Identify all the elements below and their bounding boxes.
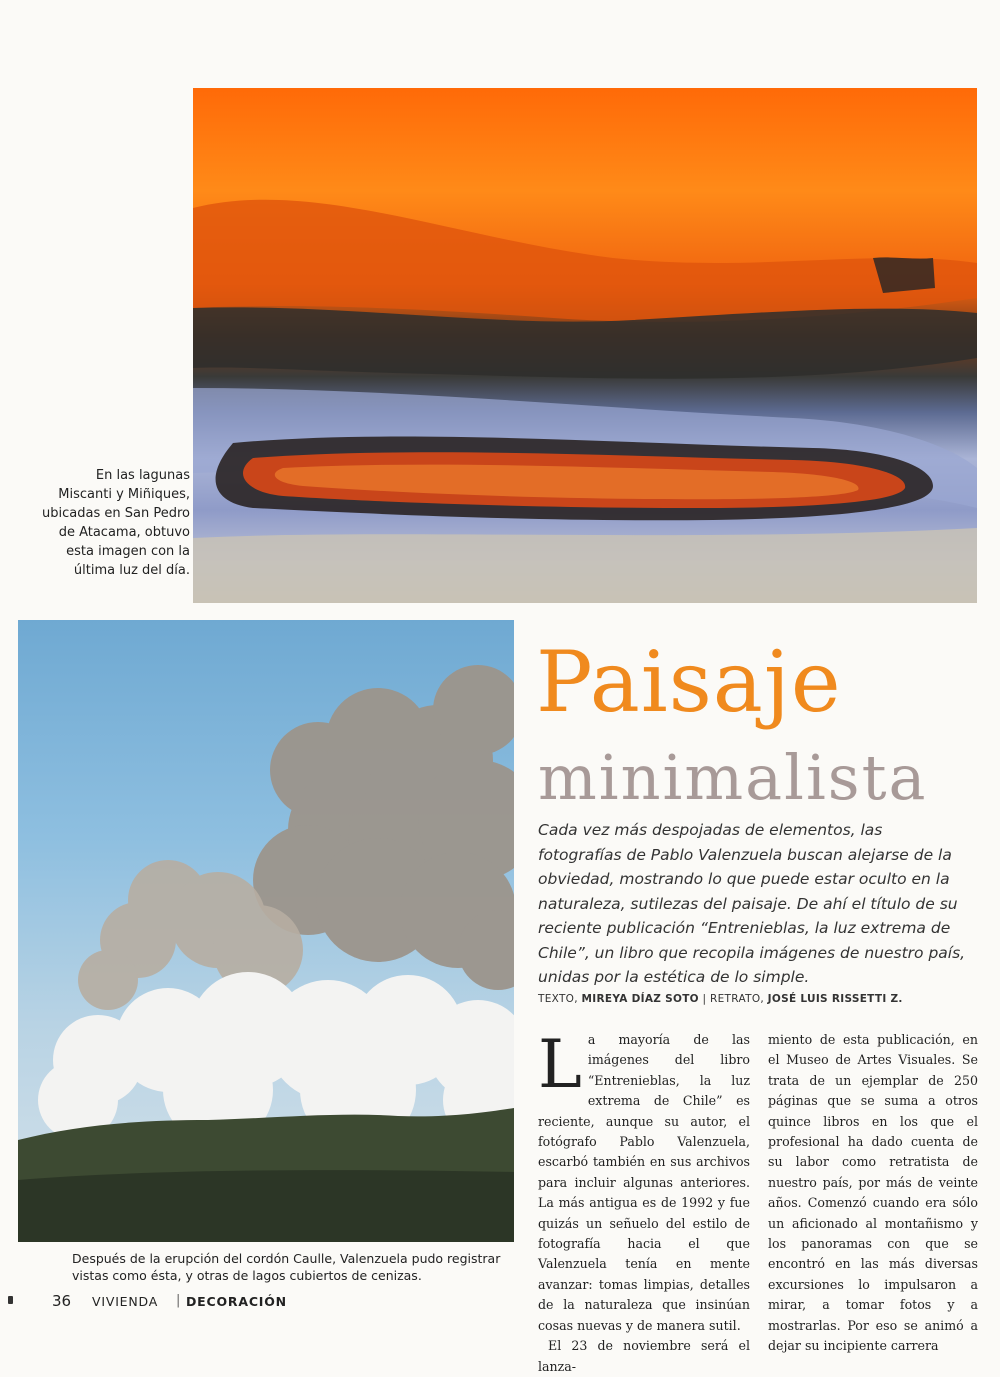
body-column-left xyxy=(538,1026,750,1377)
caption-top: En las lagunas Miscanti y Miñiques, ubicadas en San Pedro de Atacama, obtuvo esta imagen con la última luz del día. xyxy=(42,468,190,578)
caption-bottom: Después de la erupción del cordón Caulle, Valenzuela pudo registrar vistas como ésta, y otras de lagos cubiertos de cenizas. xyxy=(72,1251,501,1283)
footer-mark xyxy=(8,1296,13,1304)
article-credits xyxy=(538,992,978,1006)
body-paragraph: miento de esta publicación, en el Museo de Artes Visuales. Se trata de un ejemplar de 250 páginas que se suma a otros quince libros en los que el profesional ha dado cuenta de su labor como retratista de nuestro país, por más de veinte años. Comenzó cuando era sólo un aficionado al montañismo y los panoramas con que se encontró en las más diversas excursiones lo impulsaron a mirar, a tomar fotos y a mostrarlas. Por eso se animó a dejar su incipiente carrera xyxy=(768,1032,978,1354)
article-title: Paisaje xyxy=(536,633,842,731)
footer-category: DECORACIÓN xyxy=(186,1294,287,1309)
credit-photo-author: JOSÉ LUIS RISSETTI Z. xyxy=(767,993,903,1005)
photo-cordon-caulle xyxy=(18,620,514,1242)
footer-section: VIVIENDA xyxy=(92,1294,159,1309)
page-footer xyxy=(0,1292,1000,1316)
body-paragraph: a mayoría de las imágenes del libro “Entrenieblas, la luz extrema de Chile” es reciente, aunque su autor, el fotógrafo Pablo Valenzuela, escarbó también en sus archivos para incluir algunas anteriores. La más antigua es de 1992 y fue quizás un señuelo del estilo de fotografía hacia el que Valenzuela tenía en mente avanzar: tomas limpias, detalles de la naturaleza que insinúan cosas nuevas y de manera sutil. xyxy=(538,1032,750,1333)
article-intro: Cada vez más despojadas de elementos, las fotografías de Pablo Valenzuela buscan alejarse de la obviedad, mostrando lo que puede estar oculto en la naturaleza, sutilezas del paisaje. De ahí el título de su reciente publicación “Entrenieblas, la luz extrema de Chile”, un libro que recopila imágenes de nuestro país, unidas por la estética de lo simple. xyxy=(538,821,966,986)
eruption-cloud-illustration xyxy=(18,620,514,1242)
credit-photo-label: RETRATO, xyxy=(710,993,765,1005)
desert-lagoon-illustration xyxy=(193,88,977,603)
footer-separator: | xyxy=(176,1293,181,1308)
credit-text-author: MIREYA DÍAZ SOTO xyxy=(581,993,699,1005)
article-subtitle: minimalista xyxy=(538,741,928,814)
body-paragraph: El 23 de noviembre será el lanza- xyxy=(538,1338,750,1374)
drop-cap: L xyxy=(538,1026,582,1103)
page-number: 36 xyxy=(52,1292,72,1310)
credit-text-label: TEXTO, xyxy=(538,993,578,1005)
photo-lagunas-miscanti xyxy=(193,88,977,603)
credit-separator: | xyxy=(702,993,707,1005)
